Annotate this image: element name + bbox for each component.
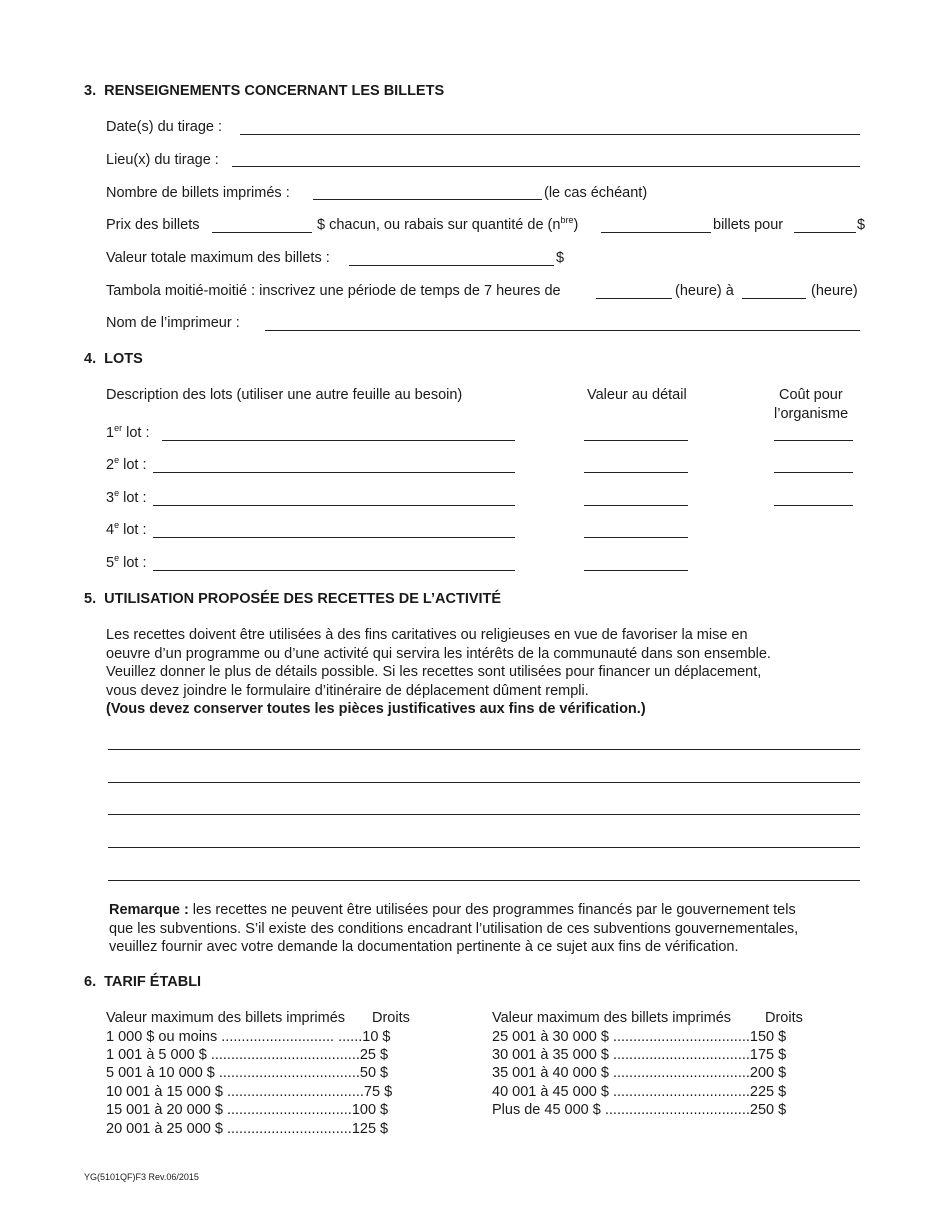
fee-table-row: 30 001 à 35 000 $ ..................................175 $ <box>492 1047 787 1063</box>
proceeds-answer-line[interactable] <box>108 749 860 750</box>
prize-label: 4e lot : <box>106 520 147 538</box>
cost-header-line2: l’organisme <box>774 406 849 422</box>
fee-table-row: 15 001 à 20 000 $ ...............................100 $ <box>106 1102 389 1118</box>
max-value-field[interactable] <box>349 265 554 266</box>
if-applicable-note: (le cas échéant) <box>544 185 648 201</box>
max-value-label: Valeur totale maximum des billets : <box>106 250 330 266</box>
remark-note: Remarque : les recettes ne peuvent être utilisées pour des programmes financés par le gouvernement tels que les subventions. S’il existe des conditions encadrant l’utilisation de ces subventions gouvernementales, veuillez fournir avec votre demande la documentation pertinente à ce sujet aux fins de vérification. <box>109 902 799 956</box>
ticket-price-label: Prix des billets <box>106 217 200 233</box>
section-5-heading: 5. UTILISATION PROPOSÉE DES RECETTES DE L’ACTIVITÉ <box>84 591 502 607</box>
fee-table-right-fee-header: Droits <box>765 1010 803 1026</box>
proceeds-answer-line[interactable] <box>108 847 860 848</box>
tickets-for-text: billets pour <box>713 217 784 233</box>
form-code: YG(5101QF)F3 Rev.06/2015 <box>84 1172 199 1182</box>
fee-table-row: 5 001 à 10 000 $ ...................................50 $ <box>106 1065 389 1081</box>
end-hour-field[interactable] <box>742 298 806 299</box>
tickets-printed-field[interactable] <box>313 199 542 200</box>
prize-description-field[interactable] <box>162 440 515 441</box>
prize-label: 5e lot : <box>106 553 147 571</box>
printer-name-label: Nom de l’imprimeur : <box>106 315 240 331</box>
prize-label: 3e lot : <box>106 488 147 506</box>
section-4-heading: 4. LOTS <box>84 351 143 367</box>
draw-places-label: Lieu(x) du tirage : <box>106 152 219 168</box>
cost-header-line1: Coût pour <box>779 387 843 403</box>
prize-retail-field[interactable] <box>584 440 688 441</box>
fee-table-row: 10 001 à 15 000 $ ..................................75 $ <box>106 1084 393 1100</box>
draw-places-field[interactable] <box>232 166 860 167</box>
prize-label: 2e lot : <box>106 455 147 473</box>
fee-table-row: 25 001 à 30 000 $ ..................................150 $ <box>492 1029 787 1045</box>
prize-cost-field[interactable] <box>774 472 853 473</box>
hour-text: (heure) <box>811 283 858 299</box>
fee-table-row: 1 001 à 5 000 $ .....................................25 $ <box>106 1047 389 1063</box>
fee-table-row: Plus de 45 000 $ ....................................250 $ <box>492 1102 787 1118</box>
prize-retail-field[interactable] <box>584 505 688 506</box>
price-each-text: $ chacun, ou rabais sur quantité de $(n^{bre})$ <box>317 215 579 233</box>
proceeds-answer-line[interactable] <box>108 782 860 783</box>
fifty-fifty-label: Tambola moitié-moitié : inscrivez une période de temps de 7 heures de <box>106 283 561 299</box>
hour-to-text: (heure) à <box>675 283 734 299</box>
ticket-price-field[interactable] <box>212 232 312 233</box>
section-3-heading: 3. RENSEIGNEMENTS CONCERNANT LES BILLETS <box>84 83 445 99</box>
prize-description-field[interactable] <box>153 472 515 473</box>
fee-table-row: 1 000 $ ou moins ............................ ......10 $ <box>106 1029 391 1045</box>
fee-table-row: 35 001 à 40 000 $ ..................................200 $ <box>492 1065 787 1081</box>
fee-table-row: 40 001 à 45 000 $ ..................................225 $ <box>492 1084 787 1100</box>
prize-description-header: Description des lots (utiliser une autre feuille au besoin) <box>106 387 463 403</box>
section-6-heading: 6. TARIF ÉTABLI <box>84 974 202 990</box>
proceeds-instructions: Les recettes doivent être utilisées à des fins caritatives ou religieuses en vue de favoriser la mise en oeuvre d’un programme ou d’une activité qui servira les intérêts de la communauté dans son ensemble. Veuillez donner le plus de détails possible. Si les recettes sont utilisées pour financer un déplacement, vous devez joindre le formulaire d’itinéraire de déplacement dûment rempli. (Vous devez conserver toutes les pièces justificatives aux fins de vérification.) <box>106 626 866 719</box>
proceeds-answer-line[interactable] <box>108 814 860 815</box>
proceeds-answer-line[interactable] <box>108 880 860 881</box>
draw-dates-label: Date(s) du tirage : <box>106 119 223 135</box>
tickets-printed-label: Nombre de billets imprimés : <box>106 185 290 201</box>
prize-description-field[interactable] <box>153 505 515 506</box>
fee-table-right-value-header: Valeur maximum des billets imprimés <box>492 1010 732 1026</box>
printer-name-field[interactable] <box>265 330 860 331</box>
quantity-discount-field[interactable] <box>601 232 711 233</box>
prize-cost-field[interactable] <box>774 505 853 506</box>
prize-label: 1er lot : <box>106 423 150 441</box>
retail-value-header: Valeur au détail <box>587 387 687 403</box>
prize-description-field[interactable] <box>153 537 515 538</box>
fee-table-left-fee-header: Droits <box>372 1010 410 1026</box>
dollar-sign: $ <box>857 217 866 233</box>
fee-table-row: 20 001 à 25 000 $ ...............................125 $ <box>106 1121 389 1137</box>
start-hour-field[interactable] <box>596 298 672 299</box>
prize-retail-field[interactable] <box>584 472 688 473</box>
prize-retail-field[interactable] <box>584 537 688 538</box>
prize-description-field[interactable] <box>153 570 515 571</box>
prize-cost-field[interactable] <box>774 440 853 441</box>
fee-table-left-value-header: Valeur maximum des billets imprimés <box>106 1010 346 1026</box>
prize-retail-field[interactable] <box>584 570 688 571</box>
discount-price-field[interactable] <box>794 232 856 233</box>
draw-dates-field[interactable] <box>240 134 860 135</box>
retain-documents-note: (Vous devez conserver toutes les pièces justificatives aux fins de vérification.) <box>106 701 646 718</box>
max-value-dollar: $ <box>556 250 565 266</box>
